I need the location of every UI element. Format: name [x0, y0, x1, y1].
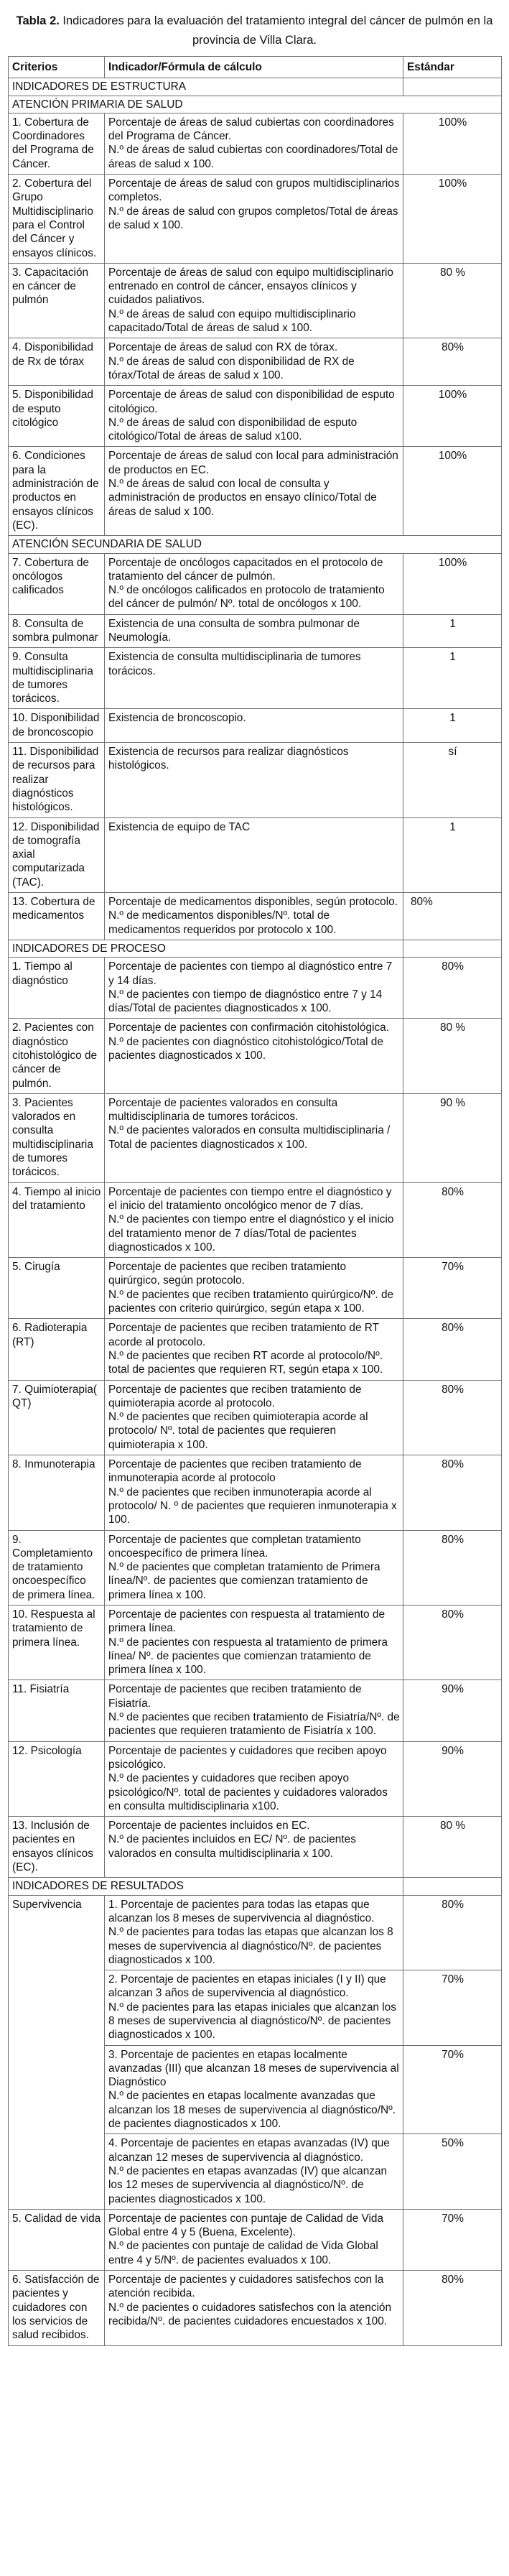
- estandar-cell: 80%: [403, 2271, 502, 2345]
- indicador-cell: [105, 893, 403, 940]
- indicador-cell: [105, 1319, 403, 1380]
- indicador-cell: [105, 1019, 403, 1093]
- table-caption: [8, 11, 501, 50]
- criterio-cell: 4. Disponibilidad de Rx de tórax: [9, 338, 105, 386]
- indicador-line: N.º de pacientes en etapas localmente avanzadas que alcanzan los 18 meses de supervivencia al diagnóstico/Nº. de pacientes diagnosticados x 100.: [108, 2090, 396, 2131]
- section-title-empty-cell: [403, 78, 502, 96]
- table-row: [9, 614, 502, 648]
- table-row: [9, 958, 502, 1019]
- estandar-cell: 80%: [403, 1605, 502, 1680]
- section-title-row: [9, 940, 502, 957]
- table-row: [9, 1019, 502, 1093]
- indicador-line: Porcentaje de áreas de salud con grupos multidisciplinarios completos.: [108, 177, 400, 204]
- indicador-line: 2. Porcentaje de pacientes en etapas iniciales (I y II) que alcanzan 3 años de supervivencia al diagnóstico.: [108, 1973, 386, 2000]
- criterio-cell: 1. Tiempo al diagnóstico: [9, 958, 105, 1019]
- indicador-line: N.º de pacientes en etapas avanzadas (IV) que alcanzan los 12 meses de supervivencia al diagnóstico/Nº. de pacientes diagnosticados x 100.: [108, 2164, 388, 2205]
- criterio-cell: 4. Tiempo al inicio del tratamiento: [9, 1182, 105, 1257]
- indicador-line: N.º de áreas de salud con local de consulta y administración de productos en ensayo clínico/Total de áreas de salud x 100.: [108, 478, 377, 518]
- section-subtitle-row: [9, 536, 502, 553]
- criterio-cell: 3. Pacientes valorados en consulta multidisciplinaria de tumores torácicos.: [9, 1093, 105, 1182]
- table-row: [9, 1380, 502, 1455]
- indicador-line: Existencia de recursos para realizar diagnósticos histológicos.: [108, 746, 349, 772]
- indicador-line: N.º de pacientes con tiempo entre el diagnóstico y el inicio del tratamiento menor de 7 días/Total de pacientes diagnosticados x 100.: [108, 1213, 394, 1254]
- indicador-line: N.º de áreas de salud cubiertas con coordinadores/Total de áreas de salud x 100.: [108, 144, 398, 170]
- indicador-cell: [105, 1093, 403, 1182]
- indicador-line: Porcentaje de pacientes que reciben tratamiento de inmunoterapia acorde al protocolo: [108, 1458, 362, 1485]
- criterio-cell: 8. Inmunoterapia: [9, 1455, 105, 1530]
- estandar-cell: 80%: [403, 1380, 502, 1455]
- indicador-cell: [105, 2045, 403, 2134]
- indicador-cell: [105, 447, 403, 536]
- estandar-cell: 90%: [403, 1741, 502, 1816]
- criterio-cell: 5. Cirugía: [9, 1258, 105, 1319]
- indicador-line: Diagnóstico: [108, 2076, 167, 2089]
- indicador-line: N.º de pacientes para las etapas iniciales que alcanzan los 8 meses de supervivencia al diagnóstico/Nº. de pacientes diagnosticados x 100.: [108, 2001, 396, 2042]
- indicador-line: Porcentaje de áreas de salud con disponibilidad de esputo citológico.: [108, 389, 395, 415]
- section-title: INDICADORES DE RESULTADOS: [9, 1878, 403, 1895]
- table-row: [9, 175, 502, 264]
- table-row: [9, 709, 502, 743]
- indicador-cell: [105, 2134, 403, 2209]
- indicador-cell: [105, 1258, 403, 1319]
- criterio-cell: 6. Condiciones para la administración de productos en ensayos clínicos (EC).: [9, 447, 105, 536]
- estandar-cell: 80%: [403, 1319, 502, 1380]
- indicador-line: N.º de áreas de salud con grupos completos/Total de áreas de salud x 100.: [108, 205, 398, 231]
- indicador-line: Porcentaje de pacientes y cuidadores que reciben apoyo psicológico.: [108, 1744, 387, 1771]
- indicador-line: N.º de pacientes o cuidadores satisfechos con la atención recibida/Nº. de pacientes cuidadores encuestados x 100.: [108, 2301, 392, 2327]
- estandar-cell: 1: [403, 817, 502, 892]
- table-row: [9, 1817, 502, 1878]
- section-subtitle-row: [9, 96, 502, 113]
- indicador-line: Existencia de equipo de TAC: [108, 820, 251, 833]
- estandar-cell: 100%: [403, 447, 502, 536]
- estandar-cell: 80%: [403, 1895, 502, 1970]
- criterio-cell: 5. Calidad de vida: [9, 2209, 105, 2270]
- section-subtitle: ATENCIÓN SECUNDARIA DE SALUD: [9, 536, 502, 553]
- caption-label: Tabla 2.: [16, 14, 60, 27]
- section-title-empty-cell: [403, 1878, 502, 1895]
- criterio-cell: 6. Satisfacción de pacientes y cuidadores con los servicios de salud recibidos.: [9, 2271, 105, 2345]
- indicators-table: [8, 56, 502, 2346]
- indicador-line: Existencia de una consulta de sombra pulmonar de Neumología.: [108, 617, 360, 644]
- table-row: [9, 386, 502, 447]
- indicador-line: N.º de pacientes con respuesta al tratamiento de primera línea/ Nº. de pacientes que comienzan tratamiento de primera línea x 100.: [108, 1636, 388, 1677]
- table-row: [9, 1895, 502, 1970]
- indicador-line: Porcentaje de áreas de salud con local para administración de productos en EC.: [108, 450, 398, 476]
- indicador-line: Porcentaje de pacientes y cuidadores satisfechos con la atención recibida.: [108, 2274, 384, 2300]
- indicador-line: N.º de pacientes que reciben RT acorde al protocolo/Nº. total de pacientes que requieren RT, según etapa x 100.: [108, 1349, 383, 1376]
- estandar-cell: 100%: [403, 113, 502, 174]
- document-page: [8, 0, 501, 2346]
- table-row: [9, 553, 502, 614]
- indicador-cell: [105, 175, 403, 264]
- estandar-cell: 80%: [403, 893, 502, 940]
- indicador-cell: [105, 1605, 403, 1680]
- estandar-cell: 70%: [403, 1970, 502, 2045]
- estandar-cell: 80 %: [403, 1817, 502, 1878]
- indicador-cell: [105, 743, 403, 817]
- table-row: [9, 1182, 502, 1257]
- indicador-cell: [105, 817, 403, 892]
- indicador-cell: [105, 614, 403, 648]
- indicador-line: N.º de pacientes que reciben quimioterapia acorde al protocolo/ Nº. total de pacientes que requieren quimioterapia x 100.: [108, 1411, 368, 1451]
- indicador-line: Porcentaje de medicamentos disponibles, según protocolo.: [108, 896, 398, 909]
- table-row: [9, 2209, 502, 2270]
- indicador-line: N.º de áreas de salud con disponibilidad de RX de tórax/Total de áreas de salud x 100.: [108, 355, 355, 381]
- indicador-line: 3. Porcentaje de pacientes en etapas localmente avanzadas (III) que alcanzan 18 meses de supervivencia al: [108, 2048, 399, 2075]
- indicador-line: N.º de pacientes que completan tratamiento de Primera línea/Nº. de pacientes que comienzan tratamiento de primera línea x 100.: [108, 1561, 380, 1601]
- indicador-cell: [105, 2271, 403, 2345]
- criterio-cell: 3. Capacitación en cáncer de pulmón: [9, 263, 105, 338]
- criterio-cell: 5. Disponibilidad de esputo citológico: [9, 386, 105, 447]
- table-row: [9, 1680, 502, 1741]
- estandar-cell: 80%: [403, 1182, 502, 1257]
- indicador-cell: [105, 2209, 403, 2270]
- criterio-cell: 9. Completamiento de tratamiento oncoespecífico de primera línea.: [9, 1530, 105, 1605]
- estandar-cell: 100%: [403, 386, 502, 447]
- header-row: [9, 57, 502, 78]
- indicador-line: Existencia de consulta multidisciplinaria de tumores torácicos.: [108, 651, 361, 677]
- indicador-line: Porcentaje de pacientes que reciben tratamiento de RT acorde al protocolo.: [108, 1322, 379, 1348]
- indicador-line: Porcentaje de pacientes con tiempo al diagnóstico entre 7 y 14 días.: [108, 960, 393, 987]
- table-row: [9, 1319, 502, 1380]
- indicador-cell: [105, 263, 403, 338]
- indicador-line: N.º de pacientes que reciben inmunoterapia acorde al protocolo/ N. º de pacientes que requieren inmunoterapia x 100.: [108, 1486, 397, 1526]
- criterio-cell: 1. Cobertura de Coordinadores del Programa de Cáncer.: [9, 113, 105, 174]
- table-row: [9, 817, 502, 892]
- indicador-cell: [105, 1741, 403, 1816]
- section-title-empty-cell: [403, 940, 502, 957]
- table-row: [9, 1258, 502, 1319]
- indicador-line: N.º de pacientes que reciben tratamiento quirúrgico/Nº. de pacientes con criterio quirúrgico, según etapa x 100.: [108, 1288, 394, 1315]
- criterio-cell: 13. Inclusión de pacientes en ensayos clínicos (EC).: [9, 1817, 105, 1878]
- indicador-cell: [105, 338, 403, 386]
- indicador-line: 1. Porcentaje de pacientes para todas las etapas que alcanzan los 8 meses de supervivencia al diagnóstico.: [108, 1898, 375, 1924]
- indicador-cell: [105, 1455, 403, 1530]
- indicador-cell: [105, 553, 403, 614]
- table-row: [9, 1093, 502, 1182]
- indicador-line: N.º de pacientes con diagnóstico citohistológico/Total de pacientes diagnosticados x 100.: [108, 1035, 383, 1062]
- estandar-cell: 100%: [403, 553, 502, 614]
- section-title-row: [9, 1878, 502, 1895]
- estandar-cell: 80%: [403, 958, 502, 1019]
- estandar-cell: 70%: [403, 2045, 502, 2134]
- criterio-cell: Supervivencia: [9, 1895, 105, 2209]
- indicador-line: Porcentaje de pacientes con respuesta al tratamiento de primera línea.: [108, 1608, 386, 1635]
- estandar-cell: 50%: [403, 2134, 502, 2209]
- header-indicador: Indicador/Fórmula de cálculo: [105, 57, 403, 78]
- indicador-line: Porcentaje de pacientes incluidos en EC.: [108, 1820, 310, 1833]
- indicador-cell: [105, 1970, 403, 2045]
- estandar-cell: 90%: [403, 1680, 502, 1741]
- table-body: [9, 78, 502, 2345]
- section-title-row: [9, 78, 502, 96]
- section-subtitle: ATENCIÓN PRIMARIA DE SALUD: [9, 96, 502, 113]
- table-row: [9, 743, 502, 817]
- indicador-line: Porcentaje de pacientes que completan tratamiento oncoespecífico de primera línea.: [108, 1533, 361, 1560]
- indicador-cell: [105, 1817, 403, 1878]
- table-row: [9, 1530, 502, 1605]
- indicador-line: 4. Porcentaje de pacientes en etapas avanzadas (IV) que alcanzan 12 meses de supervivencia al diagnóstico.: [108, 2137, 390, 2164]
- indicador-line: Porcentaje de pacientes con puntaje de Calidad de Vida Global entre 4 y 5 (Buena, Excelente).: [108, 2212, 384, 2239]
- indicador-line: N.º de pacientes con puntaje de calidad de Vida Global entre 4 y 5/Nº. de pacientes evaluados x 100.: [108, 2240, 378, 2266]
- criterio-cell: 11. Fisiatría: [9, 1680, 105, 1741]
- criterio-cell: 2. Cobertura del Grupo Multidisciplinario para el Control del Cáncer y ensayos clínicos.: [9, 175, 105, 264]
- indicador-line: N.º de áreas de salud con disponibilidad de esputo citológico/Total de áreas de salud x100.: [108, 416, 358, 443]
- indicador-line: Porcentaje de áreas de salud con equipo multidisciplinario entrenado en control de cáncer, ensayos clínicos y cuidados paliativos.: [108, 266, 393, 307]
- indicador-line: N.º de oncólogos calificados en protocolo de tratamiento del cáncer de pulmón/ Nº. total de oncólogos x 100.: [108, 584, 385, 611]
- indicador-cell: [105, 113, 403, 174]
- indicador-line: Porcentaje de pacientes valorados en consulta multidisciplinaria de tumores torácicos.: [108, 1096, 338, 1123]
- estandar-cell: 1: [403, 709, 502, 743]
- indicador-line: Porcentaje de áreas de salud con RX de tórax.: [108, 341, 338, 354]
- indicador-line: N.º de pacientes con tiempo de diagnóstico entre 7 y 14 días/Total de pacientes diagnosticados x 100.: [108, 988, 383, 1015]
- estandar-cell: 80 %: [403, 1019, 502, 1093]
- estandar-cell: 100%: [403, 175, 502, 264]
- table-row: [9, 113, 502, 174]
- estandar-cell: 80%: [403, 1455, 502, 1530]
- header-criterios: Criterios: [9, 57, 105, 78]
- indicador-line: N.º de pacientes para todas las etapas que alcanzan los 8 meses de supervivencia al diagnóstico/Nº. de pacientes diagnosticados x 100.: [108, 1926, 393, 1966]
- indicador-line: N.º de pacientes valorados en consulta multidisciplinaria / Total de pacientes diagnosticados x 100.: [108, 1124, 391, 1151]
- indicador-line: N.º de pacientes que reciben tratamiento de Fisiatría/Nº. de pacientes que requieren tratamiento de Fisiatría x 100.: [108, 1711, 400, 1738]
- section-title: INDICADORES DE ESTRUCTURA: [9, 78, 403, 96]
- criterio-cell: 7. Cobertura de oncólogos calificados: [9, 553, 105, 614]
- indicador-line: N.º de pacientes y cuidadores que reciben apoyo psicológico/Nº. total de pacientes y cuidadores valorados en consulta multidisciplinaria x100.: [108, 1772, 388, 1812]
- criterio-cell: 10. Respuesta al tratamiento de primera línea.: [9, 1605, 105, 1680]
- table-row: [9, 447, 502, 536]
- table-row: [9, 338, 502, 386]
- criterio-cell: 8. Consulta de sombra pulmonar: [9, 614, 105, 648]
- indicador-line: Porcentaje de pacientes que reciben tratamiento de Fisiatría.: [108, 1683, 362, 1710]
- indicador-line: Existencia de broncoscopio.: [108, 712, 246, 725]
- table-row: [9, 263, 502, 338]
- estandar-cell: 1: [403, 648, 502, 709]
- criterio-cell: 6. Radioterapia (RT): [9, 1319, 105, 1380]
- indicador-line: N.º de áreas de salud con equipo multidisciplinario capacitado/Total de áreas de salud x 100.: [108, 307, 356, 335]
- indicador-cell: [105, 1380, 403, 1455]
- indicador-line: Porcentaje de pacientes que reciben tratamiento quirúrgico, según protocolo.: [108, 1261, 347, 1287]
- section-title: INDICADORES DE PROCESO: [9, 940, 403, 957]
- indicador-cell: [105, 1530, 403, 1605]
- criterio-cell: 10. Disponibilidad de broncoscopio: [9, 709, 105, 743]
- header-estandar: Estándar: [403, 57, 502, 78]
- criterio-cell: 12. Psicología: [9, 1741, 105, 1816]
- indicador-cell: [105, 648, 403, 709]
- indicador-cell: [105, 958, 403, 1019]
- table-row: [9, 893, 502, 940]
- indicador-line: Porcentaje de oncólogos capacitados en el protocolo de tratamiento del cáncer de pulmón.: [108, 556, 383, 583]
- table-row: [9, 1605, 502, 1680]
- indicador-cell: [105, 1182, 403, 1257]
- estandar-cell: 80%: [403, 1530, 502, 1605]
- indicador-cell: [105, 1895, 403, 1970]
- estandar-cell: 1: [403, 614, 502, 648]
- estandar-cell: 90 %: [403, 1093, 502, 1182]
- indicador-cell: [105, 709, 403, 743]
- criterio-cell: 9. Consulta multidisciplinaria de tumores torácicos.: [9, 648, 105, 709]
- table-row: [9, 1741, 502, 1816]
- criterio-cell: 13. Cobertura de medicamentos: [9, 893, 105, 940]
- estandar-cell: 80%: [403, 338, 502, 386]
- criterio-cell: 12. Disponibilidad de tomografía axial computarizada (TAC).: [9, 817, 105, 892]
- estandar-cell: 70%: [403, 1258, 502, 1319]
- criterio-cell: 11. Disponibilidad de recursos para realizar diagnósticos histológicos.: [9, 743, 105, 817]
- estandar-cell: 80 %: [403, 263, 502, 338]
- indicador-line: Porcentaje de áreas de salud cubiertas con coordinadores del Programa de Cáncer.: [108, 116, 394, 143]
- table-row: [9, 1455, 502, 1530]
- indicador-line: Porcentaje de pacientes que reciben tratamiento de quimioterapia acorde al protocolo.: [108, 1383, 362, 1409]
- criterio-cell: 2. Pacientes con diagnóstico citohistológico de cáncer de pulmón.: [9, 1019, 105, 1093]
- estandar-cell: 70%: [403, 2209, 502, 2270]
- criterio-cell: 7. Quimioterapia( QT): [9, 1380, 105, 1455]
- indicador-line: Porcentaje de pacientes con confirmación citohistológica.: [108, 1021, 389, 1034]
- indicador-line: N.º de pacientes incluidos en EC/ Nº. de pacientes valorados en consulta multidisciplinaria x 100.: [108, 1833, 356, 1860]
- indicador-line: N.º de medicamentos disponibles/Nº. total de medicamentos requeridos por protocolo x 100.: [108, 909, 337, 936]
- estandar-cell: sí: [403, 743, 502, 817]
- table-row: [9, 2271, 502, 2345]
- indicador-line: Porcentaje de pacientes con tiempo entre el diagnóstico y el inicio del tratamiento oncológico menor de 7 días.: [108, 1185, 392, 1212]
- indicador-cell: [105, 1680, 403, 1741]
- table-row: [9, 648, 502, 709]
- caption-text: Indicadores para la evaluación del tratamiento integral del cáncer de pulmón en la provincia de Villa Clara.: [59, 14, 493, 47]
- indicador-cell: [105, 386, 403, 447]
